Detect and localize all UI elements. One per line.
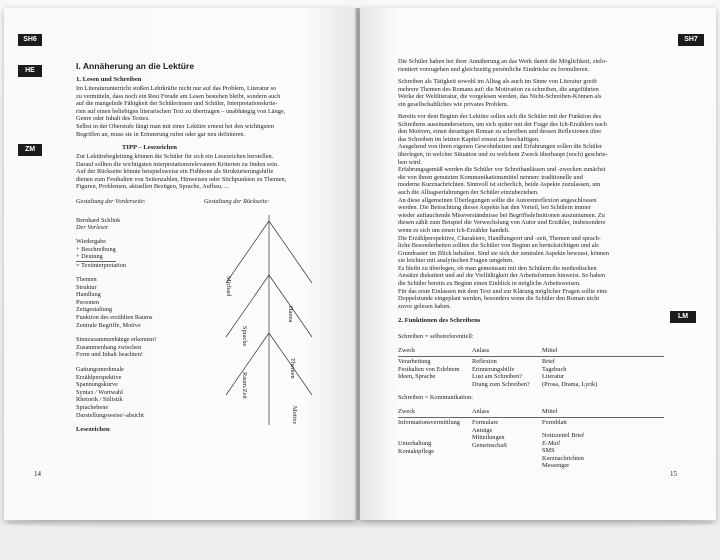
table1-header-mittel: Mittel xyxy=(542,347,558,354)
side-tag-he: HE xyxy=(18,65,42,77)
fishbone-label-themen: Themen xyxy=(289,358,296,379)
front-label: Gestaltung der Vorderseite: xyxy=(76,198,146,205)
fishbone-diagram xyxy=(214,213,324,433)
table2-caption: Schreiben = Kommunikation: xyxy=(398,394,473,401)
bookmark-subtitle: Der Vorleser xyxy=(76,224,109,231)
table1-col-anlass: Reflexion Erinnerungshilfe Lust am Schreiben? Drang zum Schreiben? xyxy=(472,358,530,388)
bookmark-group3: Sinnzusammenhänge erkennen! Zusammenhang zwischen Form und Inhalt beachten! xyxy=(76,336,157,359)
side-tag-zm: ZM xyxy=(18,144,42,156)
table1-col-mittel: Brief Tagebuch Literatur (Prosa, Drama, Lyrik) xyxy=(542,358,598,388)
bookmark-title: Bernhard Schlink xyxy=(76,217,121,224)
para2: Schreiben als Tätigkeit sowohl im Alltag als auch im Sinne von Literatur greift mehrere Themen des Romans auf: die Motivation zu schreiben, die angeführten Werke der Weltliteratur, die vorgelesen werden, das Nicht-Schreiben-Können als ein gesellschaftliches wie privates Problem. xyxy=(398,78,602,108)
fishbone-label-sprache: Sprache xyxy=(241,326,248,347)
table2-col-zweck-a: Informationsvermittlung xyxy=(398,419,460,426)
table2-col-zweck-b: Unterhaltung Kontaktpflege xyxy=(398,440,435,455)
table2-col-mittel-a: Formblatt xyxy=(542,419,567,426)
left-page xyxy=(4,8,356,520)
back-label: Gestaltung der Rückseite: xyxy=(204,198,270,205)
section2-title: 2. Funktionen des Schreibens xyxy=(398,317,481,324)
fishbone-label-raum-zeit: Raum/Zeit xyxy=(241,372,248,399)
table1-header-anlass: Anlass xyxy=(472,347,490,354)
table1-col-zweck: Verarbeitung Festhalten von Erlebtem Ideen, Sprache xyxy=(398,358,460,381)
table2-header-rule xyxy=(398,417,664,418)
para1: Die Schüler haben bei ihrer Annäherung an das Werk damit die Möglichkeit, zielo- rientiert vorzugehen und gleichzeitig persönliche Eindrücke zu formulieren. xyxy=(398,58,608,73)
side-tag-sh7: SH7 xyxy=(678,34,704,46)
page-number-right: 15 xyxy=(670,470,677,478)
table1-header-rule xyxy=(398,356,664,357)
bookmark-result: = Textinterpretation xyxy=(76,262,127,269)
tipp-text: Zur Lektürebegleitung können die Schüler für sich ein Lesezeichen herstellen. Darauf sollten die wichtigsten interpretationsrelevanten Kriterien zu finden sein. Auf der Rückseite könnte beispielsweise ein Fishbone als Strukturierungshilfe dienen zum Festhalten von Seitenzahlen, Hinweisen oder Stichpunkten zu Themen, Figuren, Problemen, aktuellen Bezügen, Sprache, Aufbau, ... xyxy=(76,153,287,191)
bookmark-group4: Gattungsmerkmale Erzählperspektive Spannungskurve Syntax / Wortwahl Rhetorik / Stilistik Sprachebene Darstellungsweise/-absicht xyxy=(76,366,144,419)
fishbone-label-motive: Motive xyxy=(291,406,298,425)
para3: Bereits vor dem Beginn der Lektüre sollen sich die Schüler mit der Funktion des Schreibens auseinandersetzen, um sich später mit der Frage des Ich-Erzählers nach den Motiven, einen derartigen Roman zu schreiben und dessen Reflexionen über das Schreiben im letzten Kapitel erneut zu beschäftigen. Ausgehend von ihren eigenen Gewohnheiten und Erfahrungen sollen die Schüler überlegen, in welcher Situation und zu welchem Zweck überhaupt (noch) geschrie- ben wird. Erfahrungsgemäß werden die Schüler vor Schreibanlässen und -zwecken zunächst die von ihnen genutzten Kommunikationsmittel nennen: traditionelle und moderne Kurznachrichten. Sinnvoll ist sicherlich, beide Aspekte zuzulassen, um auch die Alltagserfahrungen der Schüler einzubeziehen. An diese allgemeinen Überlegungen sollte die Autorenreflexion angeschlossen werden. Die Betrachtung dieses Aspekts hat den Vorteil, bei Schülern immer wieder auftauchende Missverständnisse bei Begriffsdefinitionen auszuräumen. Zu diesen zählt zum Beispiel die Verwechslung von Autor und Erzähler, insbesondere wenn es sich um einen Ich-Erzähler handelt. Die Erzählperspektive, Charaktere, Handlungsort und -zeit, Themen und sprach- liche Besonderheiten sollten die Schüler von Beginn an berücksichtigen und als Grundraster im Blick behalten. Sind sie sich der zentralen Aspekte bewusst, können sie leichter mit analytischen Fragen umgehen. Es bleibt zu überlegen, ob man gemeinsam mit den Schülern die methodischen Ansätze diskutiert und auf die Vielfältigkeit der Arbeitsformen hinweist. So haben die Schüler bereits zu Beginn einen Einblick in mögliche Arbeitsweisen. Für das erste Einlassen mit dem Text und zur Klärung möglicher Fragen sollte eine Doppelstunde eingeplant werden, besonders wenn die Schüler den Roman nicht zuvor gelesen haben. xyxy=(398,113,610,310)
fishbone-label-michael: Michael xyxy=(225,276,232,297)
table2-col-anlass: Formulare Anträge Mitteilungen Gemeinschaft xyxy=(472,419,507,449)
tipp-title: TIPP – Lesezeichen xyxy=(122,144,177,151)
bookmark-group1: Wiedergabe + Beschreibung + Deutung xyxy=(76,238,116,261)
table2-header-mittel: Mittel xyxy=(542,408,558,415)
right-page xyxy=(360,8,716,520)
table1-caption: Schreiben = selbstreferentiell: xyxy=(398,333,474,340)
side-tag-sh6: SH6 xyxy=(18,34,42,46)
side-tag-lm: LM xyxy=(670,311,696,323)
table2-header-zweck: Zweck xyxy=(398,408,416,415)
table2-col-mittel-b: Notizzettel Brief E-Mail SMS Kurznachrichten Messenger xyxy=(542,432,585,470)
page-number-left: 14 xyxy=(34,470,41,478)
bookmark-footer: Lesezeichen xyxy=(76,426,110,433)
section1-text: Im Literaturunterricht stoßen Lehrkräfte nicht nur auf das Problem, Literatur so zu vermitteln, dass noch ein Rest Freude am Lesen bestehen bleibt, sondern auch auf die mangelnde Fähigkeit der Schülerinnen und Schüler, Interpretationskrite- rien auf einen beliebigen literarischen Text zu übertragen – unabhängig von Länge, Genre oder Inhalt des Textes. Selbst in der Oberstufe fängt man mit einer Lektüre erneut bei den wichtigsten Begriffen an, muss sie in Erinnerung rufen oder gar neu definieren. xyxy=(76,85,286,138)
bookmark-group2: Themen Struktur Handlung Personen Zeitgestaltung Funktion des erzählten Raums Zentrale Begriffe, Motive xyxy=(76,276,153,329)
table2-header-anlass: Anlass xyxy=(472,408,490,415)
section1-title: 1. Lesen und Schreiben xyxy=(76,76,142,83)
table1-header-zweck: Zweck xyxy=(398,347,416,354)
fishbone-label-hanna: Hanna xyxy=(287,306,294,323)
chapter-heading: I. Annäherung an die Lektüre xyxy=(76,61,195,71)
